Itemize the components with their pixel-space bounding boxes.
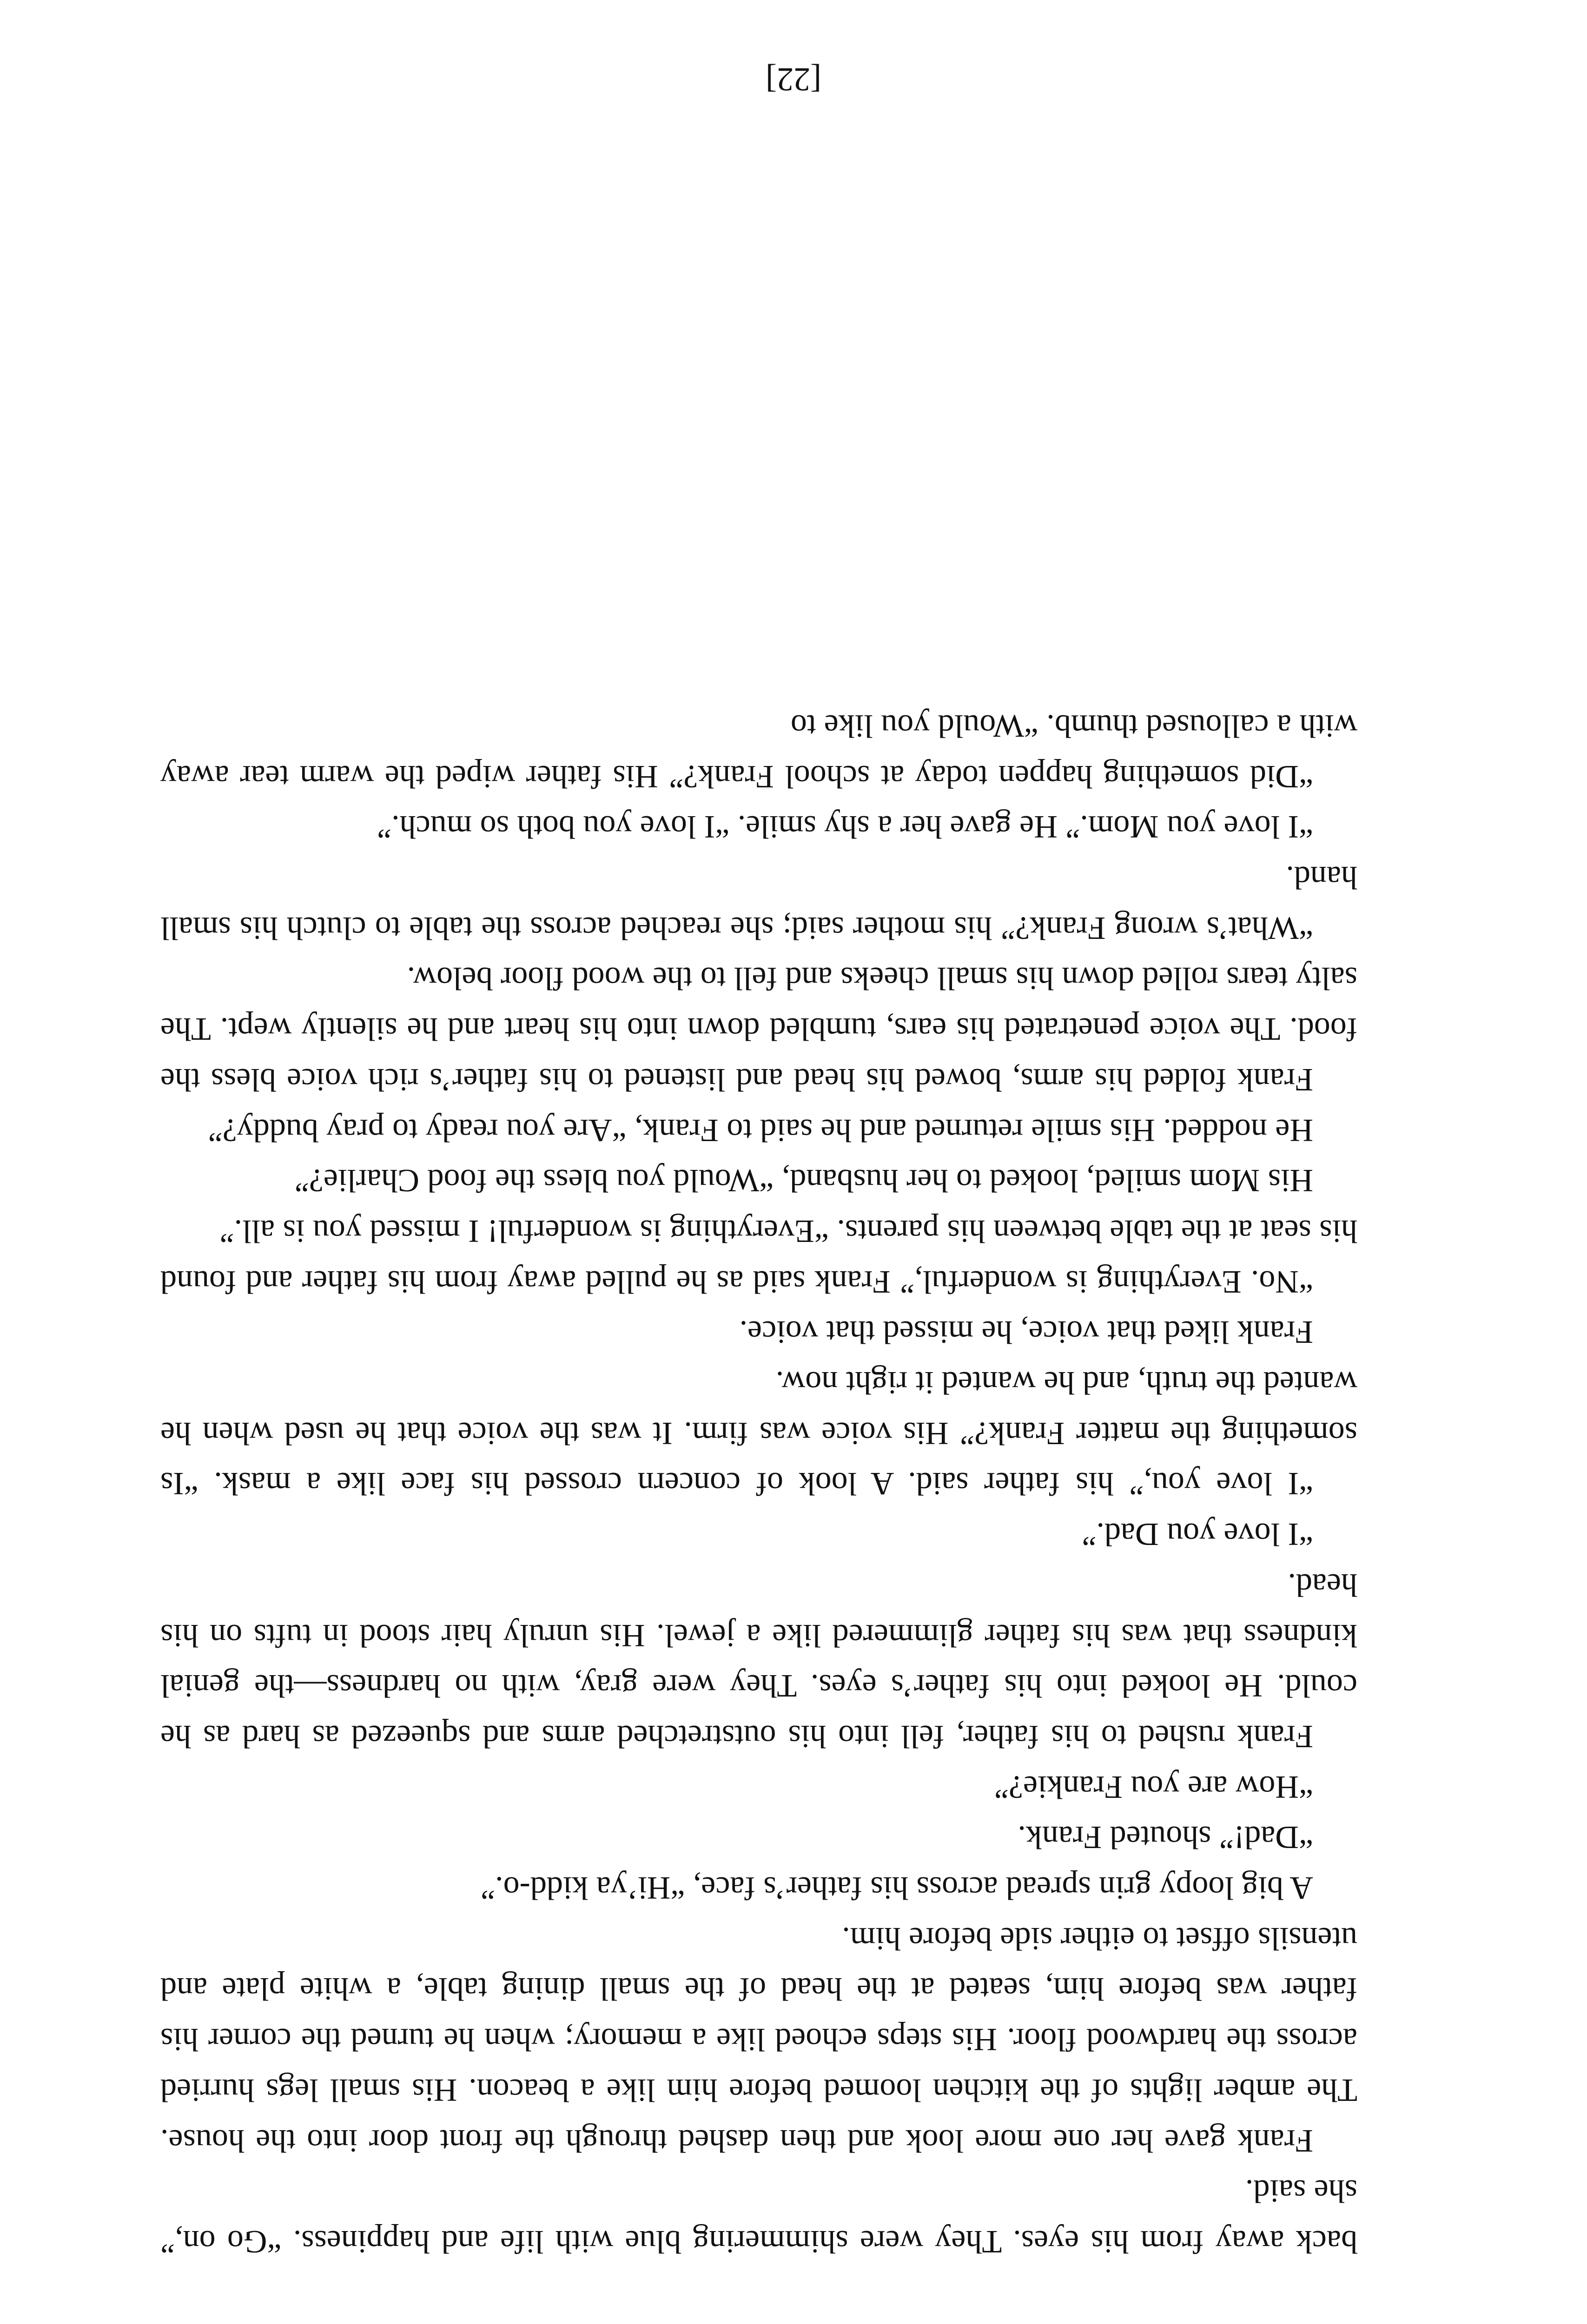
paragraph-7: “I love you Dad.” (1082, 1516, 1313, 1552)
body-text (160, 700, 1357, 2266)
paragraph-5: “How are you Frankie?” (994, 1769, 1313, 1805)
paragraph-16: “Did something happen today at school Frank?” His father wiped the warm tear away with a calloused thumb. “Would you like to (160, 707, 1357, 794)
page-number: [22] (766, 61, 821, 98)
paragraph-10: “No. Everything is wonderful,” Frank said as he pulled away from his father and found his seat at the table between his parents. “Everything is wonderful! I missed you is all.” (160, 1213, 1357, 1300)
paragraph-8: “I love you,” his father said. A look of concern crossed his face like a mask. “Is something the matter Frank?” His voice was firm. It was the voice that he used when he wanted the truth, and he wanted it right now. (160, 1365, 1357, 1502)
paragraph-13: Frank folded his arms, bowed his head and listened to his father’s rich voice bless the food. The voice penetrated his ears, tumbled down into his heart and he silently wept. The salty tears rolled down his small cheeks and fell to the wood floor below. (160, 960, 1357, 1097)
paragraph-1: back away from his eyes. They were shimmering blue with life and happiness. “Go on,” she said. (160, 2173, 1357, 2259)
paragraph-11: His Mom smiled, looked to her husband, “Would you bless the food Charlie?” (294, 1162, 1313, 1199)
paragraph-9: Frank liked that voice, he missed that voice. (739, 1314, 1313, 1350)
paragraph-15: “I love you Mom.” He gave her a shy smile. “I love you both so much.” (377, 809, 1313, 845)
paragraph-12: He nodded. His smile returned and he said to Frank, “Are you ready to pray buddy?” (208, 1112, 1313, 1148)
paragraph-6: Frank rushed to his father, fell into his outstretched arms and squeezed as hard as he could. He looked into his father’s eyes. They were gray, with no hardness—the genial kindness that was his father glimmered like a jewel. His unruly hair stood in tufts on his head. (160, 1566, 1357, 1754)
paragraph-3: A big loopy grin spread across his father’s face, “Hi’ya kidd-o.” (481, 1870, 1313, 1906)
paragraph-2: Frank gave her one more look and then dashed through the front door into the house. The amber lights of the kitchen loomed before him like a beacon. His small legs hurried across the hardwood floor. His steps echoed like a memory; when he turned the corner his father was before him, seated at the head of the small dining table, a white plate and utensils offset to either side before him. (160, 1920, 1357, 2159)
paragraph-14: “What’s wrong Frank?” his mother said; she reached across the table to clutch his small hand. (160, 859, 1357, 946)
paragraph-4: “Dad!” shouted Frank. (1018, 1819, 1313, 1855)
